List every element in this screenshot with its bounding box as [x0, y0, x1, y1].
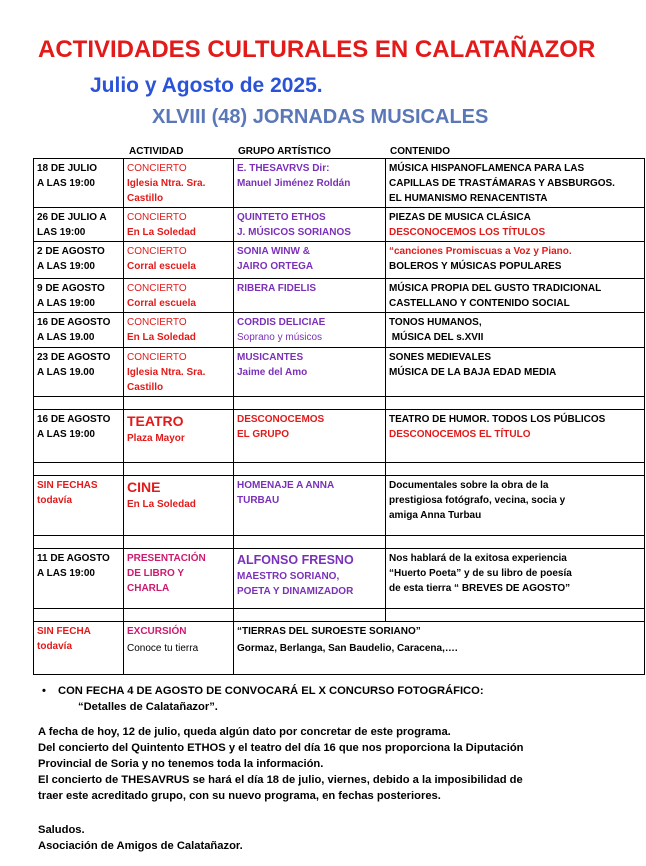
date-cell: 9 DE AGOSTO A LAS 19:00: [34, 279, 124, 313]
group-cell: DESCONOCEMOS EL GRUPO: [234, 410, 386, 463]
closing: Saludos. Asociación de Amigos de Calatañazor.: [38, 824, 243, 852]
content-cell: PIEZAS DE MUSICA CLÁSICA DESCONOCEMOS LOS TÍTULOS: [386, 208, 645, 242]
table-row: [34, 476, 645, 536]
activity-cell: CINE En La Soledad: [124, 476, 234, 536]
date-cell: 18 DE JULIO A LAS 19:00: [34, 159, 124, 208]
table-row: [34, 313, 645, 348]
table-spacer: [34, 397, 645, 410]
bullet-icon: •: [42, 685, 46, 697]
activity-cell: EXCURSIÓN Conoce tu tierra: [124, 622, 234, 675]
table-row: [34, 279, 645, 313]
activity-cell: TEATRO Plaza Mayor: [124, 410, 234, 463]
content-cell: Nos hablará de la exitosa experiencia “Huerto Poeta” y de su libro de poesía de esta tierra “ BREVES DE AGOSTO”: [386, 549, 645, 609]
date-cell: SIN FECHA todavía: [34, 622, 124, 675]
table-spacer: [34, 536, 645, 549]
contest-announcement: • CON FECHA 4 DE AGOSTO DE CONVOCARÁ EL X CONCURSO FOTOGRÁFICO: “Detalles de Calatañazor”.: [42, 685, 484, 713]
activity-cell: CONCIERTO Iglesia Ntra. Sra. Castillo: [124, 159, 234, 208]
activity-cell: CONCIERTO Corral escuela: [124, 279, 234, 313]
date-cell: 2 DE AGOSTO A LAS 19:00: [34, 242, 124, 279]
program-table: [33, 158, 645, 675]
content-cell: SONES MEDIEVALES MÚSICA DE LA BAJA EDAD MEDIA: [386, 348, 645, 397]
table-spacer: [34, 463, 645, 476]
date-cell: 11 DE AGOSTO A LAS 19:00: [34, 549, 124, 609]
table-row: [34, 410, 645, 463]
header-grupo: GRUPO ARTÍSTICO: [238, 146, 331, 157]
activity-cell: CONCIERTO Iglesia Ntra. Sra. Castillo: [124, 348, 234, 397]
content-cell: MÚSICA PROPIA DEL GUSTO TRADICIONAL CASTELLANO Y CONTENIDO SOCIAL: [386, 279, 645, 313]
table-spacer: [34, 609, 645, 622]
date-cell: 23 DE AGOSTO A LAS 19.00: [34, 348, 124, 397]
content-cell: “canciones Promiscuas a Voz y Piano. BOLEROS Y MÚSICAS POPULARES: [386, 242, 645, 279]
content-cell: TEATRO DE HUMOR. TODOS LOS PÚBLICOS DESCONOCEMOS EL TÍTULO: [386, 410, 645, 463]
table-row: [34, 159, 645, 208]
activity-cell: CONCIERTO En La Soledad: [124, 313, 234, 348]
activity-cell: CONCIERTO Corral escuela: [124, 242, 234, 279]
group-cell: ALFONSO FRESNO MAESTRO SORIANO, POETA Y DINAMIZADOR: [234, 549, 386, 609]
activity-cell: PRESENTACIÓN DE LIBRO Y CHARLA: [124, 549, 234, 609]
header-actividad: ACTIVIDAD: [129, 146, 184, 157]
date-cell: 16 DE AGOSTO A LAS 19:00: [34, 410, 124, 463]
group-cell: E. THESAVRVS Dir: Manuel Jiménez Roldán: [234, 159, 386, 208]
table-row: [34, 242, 645, 279]
date-cell: 16 DE AGOSTO A LAS 19.00: [34, 313, 124, 348]
group-cell: MUSICANTES Jaime del Amo: [234, 348, 386, 397]
group-cell: HOMENAJE A ANNA TURBAU: [234, 476, 386, 536]
jornadas-heading: XLVIII (48) JORNADAS MUSICALES: [152, 106, 489, 128]
page-subtitle: Julio y Agosto de 2025.: [90, 74, 323, 97]
content-cell: Documentales sobre la obra de la prestigiosa fotógrafo, vecina, socia y amiga Anna Turbau: [386, 476, 645, 536]
group-cell: QUINTETO ETHOS J. MÚSICOS SORIANOS: [234, 208, 386, 242]
group-cell: RIBERA FIDELIS: [234, 279, 386, 313]
page-title: ACTIVIDADES CULTURALES EN CALATAÑAZOR: [38, 36, 596, 63]
content-cell: MÚSICA HISPANOFLAMENCA PARA LAS CAPILLAS DE TRASTÁMARAS Y ABSBURGOS. EL HUMANISMO RENACENTISTA: [386, 159, 645, 208]
table-row: [34, 208, 645, 242]
group-content-cell: “TIERRAS DEL SUROESTE SORIANO” Gormaz, Berlanga, San Baudelio, Caracena,….: [234, 622, 645, 675]
header-contenido: CONTENIDO: [390, 146, 450, 157]
content-cell: TONOS HUMANOS, MÚSICA DEL s.XVII: [386, 313, 645, 348]
activity-cell: CONCIERTO En La Soledad: [124, 208, 234, 242]
date-cell: SIN FECHAS todavía: [34, 476, 124, 536]
group-cell: CORDIS DELICIAE Soprano y músicos: [234, 313, 386, 348]
table-row: [34, 549, 645, 609]
table-row: [34, 622, 645, 675]
notes: A fecha de hoy, 12 de julio, queda algún dato por concretar de este programa. Del concierto del Quintento ETHOS y el teatro del día 16 que nos proporciona la Diputación Provincial de Soria y no tenemos toda la información. El concierto de THESAVRUS se hará el día 18 de julio, viernes, debido a la imposibilidad de traer este acreditado grupo, con su nuevo programa, en fechas posteriores.: [38, 726, 524, 802]
group-cell: SONIA WINW & JAIRO ORTEGA: [234, 242, 386, 279]
table-row: [34, 348, 645, 397]
date-cell: 26 DE JULIO A LAS 19:00: [34, 208, 124, 242]
